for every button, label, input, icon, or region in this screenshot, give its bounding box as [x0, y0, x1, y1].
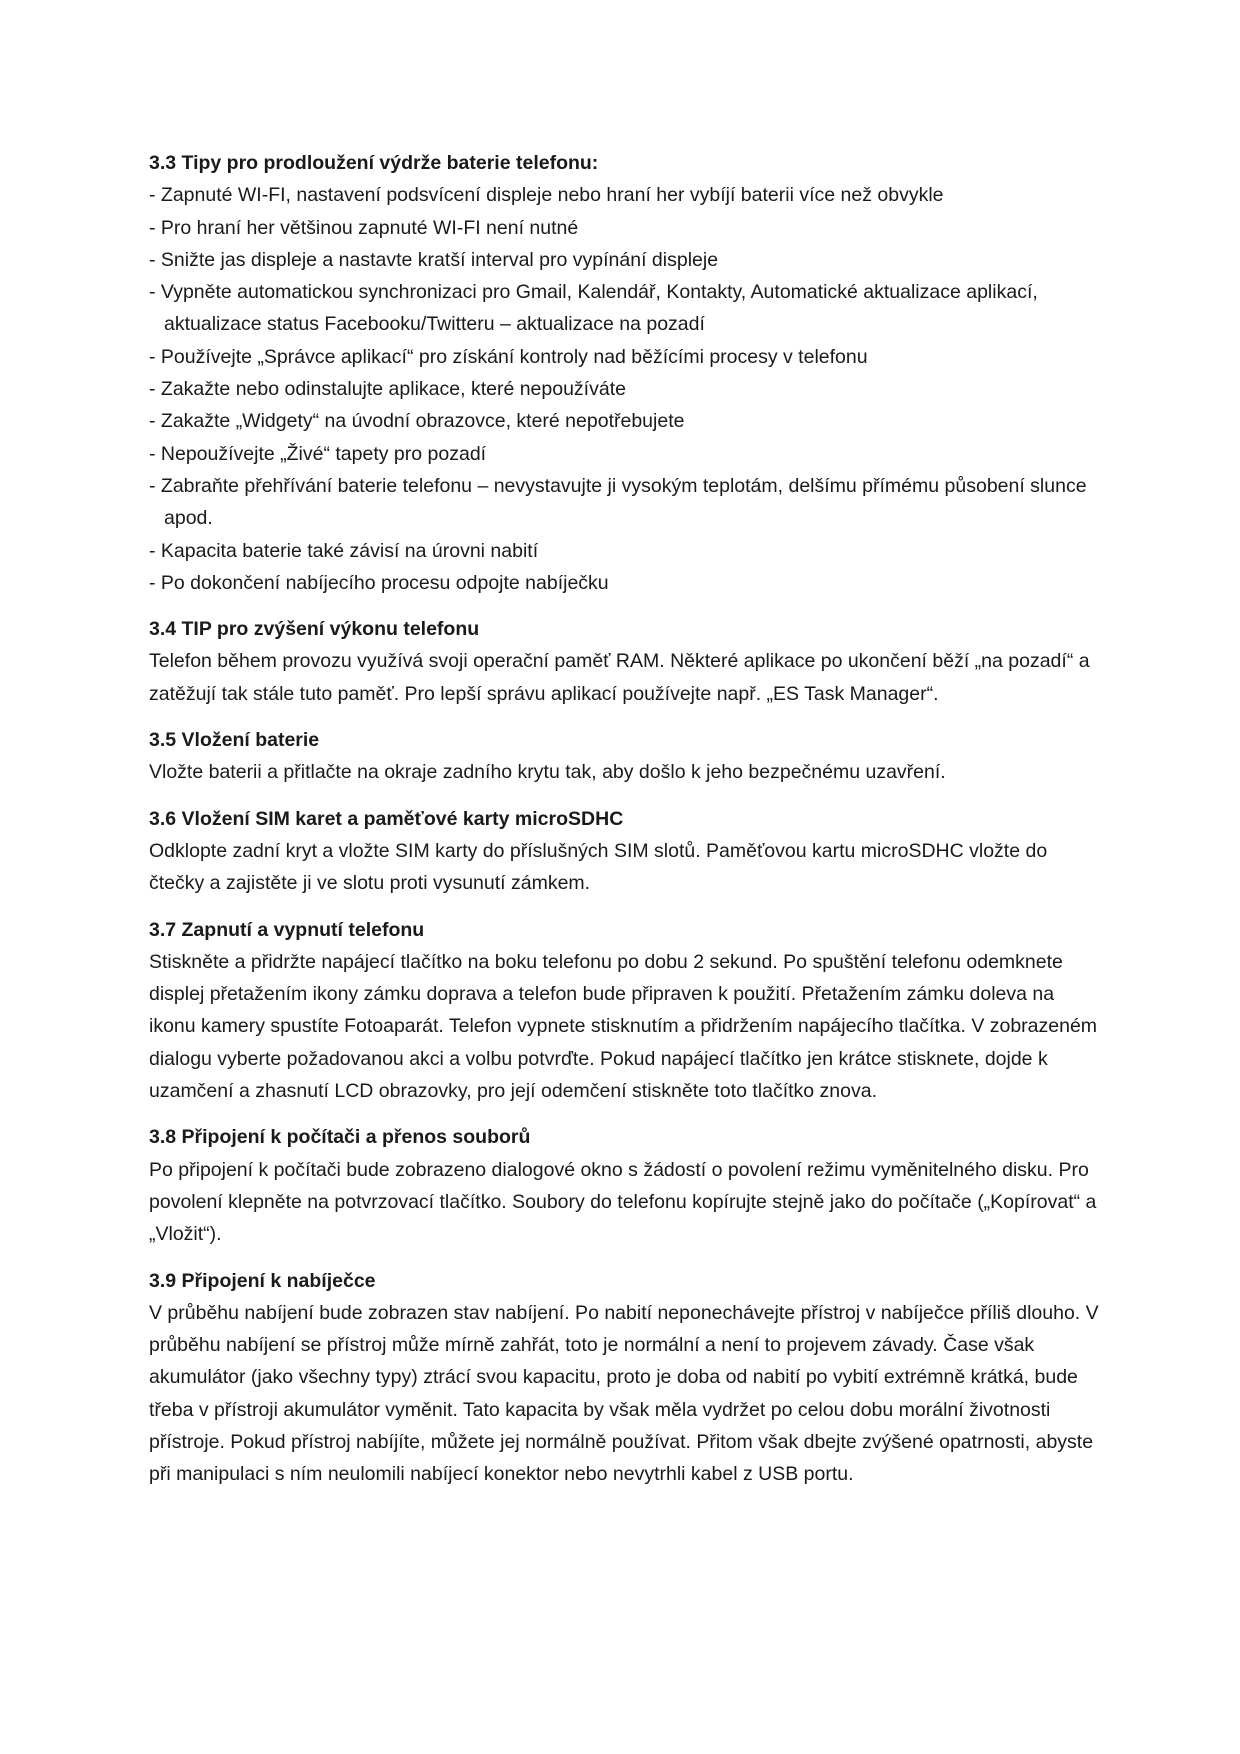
list-item: - Pro hraní her většinou zapnuté WI-FI není nutné [149, 216, 579, 239]
section-title: 3.7 Zapnutí a vypnutí telefonu [149, 918, 425, 941]
section-text: Stiskněte a přidržte napájecí tlačítko na boku telefonu po dobu 2 sekund. Po spuštění telefonu odemknete displej přetažením ikony zámku doprava a telefon bude připraven k použití. Přetažením zámku doleva na ikonu kamery spustíte Fotoaparát. Telefon vypnete stisknutím a přidržením napájecího tlačítka. V zobrazeném dialogu vyberte požadovanou akci a volbu potvrďte. Pokud napájecí tlačítko jen krátce stisknete, dojde k uzamčení a zhasnutí LCD obrazovky, pro její odemčení stiskněte toto tlačítko znova. [149, 950, 1098, 1103]
section-sim-card [149, 803, 1099, 900]
section-text: Odklopte zadní kryt a vložte SIM karty do příslušných SIM slotů. Paměťovou kartu microSDHC vložte do čtečky a zajistěte ji ve slotu proti vysunutí zámkem. [149, 839, 1048, 895]
list-item: - Nepoužívejte „Živé“ tapety pro pozadí [149, 442, 487, 465]
section-performance-tip [149, 613, 1099, 710]
document-page [149, 147, 1099, 1491]
list-item: - Po dokončení nabíjecího procesu odpojte nabíječku [149, 571, 609, 594]
list-item: - Zakažte nebo odinstalujte aplikace, které nepoužíváte [149, 378, 626, 401]
list-item: - Používejte „Správce aplikací“ pro získání kontroly nad běžícími procesy v telefonu [149, 345, 868, 368]
section-battery-tips [149, 147, 1099, 599]
list-item: - Snižte jas displeje a nastavte kratší interval pro vypínání displeje [149, 248, 719, 271]
list-item: - Zabraňte přehřívání baterie telefonu – nevystavujte ji vysokým teplotám, delšímu přímému působení slunce apod. [149, 474, 1087, 530]
list-item: - Kapacita baterie také závisí na úrovni nabití [149, 539, 539, 562]
section-title: 3.3 Tipy pro prodloužení výdrže baterie telefonu: [149, 152, 599, 174]
section-text: Vložte baterii a přitlačte na okraje zadního krytu tak, aby došlo k jeho bezpečnému uzavření. [149, 761, 946, 784]
section-text: Telefon během provozu využívá svoji operační paměť RAM. Některé aplikace po ukončení běží „na pozadí“ a zatěžují tak stále tuto paměť. Pro lepší správu aplikací používejte např. „ES Task Manager“. [149, 650, 1090, 705]
section-text: Po připojení k počítači bude zobrazeno dialogové okno s žádostí o povolení režimu vyměnitelného disku. Pro povolení klepněte na potvrzovací tlačítko. Soubory do telefonu kopírujte stejně jako do počítače („Kopírovat“ a „Vložit“). [149, 1158, 1097, 1246]
section-title: 3.4 TIP pro zvýšení výkonu telefonu [149, 618, 480, 641]
section-text: V průběhu nabíjení bude zobrazen stav nabíjení. Po nabití neponechávejte přístroj v nabíječce příliš dlouho. V průběhu nabíjení se přístroj může mírně zahřát, toto je normální a není to projevem závady. Čase však akumulátor (jako všechny typy) ztrácí svou kapacitu, proto je doba od nabití po vybití extrémně krátká, bude třeba v přístroji akumulátor vyměnit. Tato kapacita by však měla vydržet po celou dobu morální životnosti přístroje. Pokud přístroj nabíjíte, můžete jej normálně používat. Přitom však dbejte zvýšené opatrnosti, abyste při manipulaci s ním neulomili nabíjecí konektor nebo nevytrhli kabel z USB portu. [149, 1301, 1099, 1486]
section-pc-connection [149, 1121, 1099, 1250]
battery-tips-list [149, 179, 1099, 599]
section-title: 3.5 Vložení baterie [149, 729, 320, 752]
section-charger [149, 1265, 1099, 1491]
list-item: - Vypněte automatickou synchronizaci pro Gmail, Kalendář, Kontakty, Automatické aktualizace aplikací, aktualizace status Facebooku/Twitteru – aktualizace na pozadí [149, 281, 1038, 336]
list-item: - Zakažte „Widgety“ na úvodní obrazovce, které nepotřebujete [149, 410, 685, 433]
list-item: - Zapnuté WI-FI, nastavení podsvícení displeje nebo hraní her vybíjí baterii více než obvykle [149, 184, 944, 207]
section-power-on-off [149, 914, 1099, 1108]
section-title: 3.6 Vložení SIM karet a paměťové karty microSDHC [149, 807, 624, 830]
section-title: 3.9 Připojení k nabíječce [149, 1269, 376, 1292]
section-battery-insert [149, 724, 1099, 789]
section-title: 3.8 Připojení k počítači a přenos souborů [149, 1126, 531, 1149]
